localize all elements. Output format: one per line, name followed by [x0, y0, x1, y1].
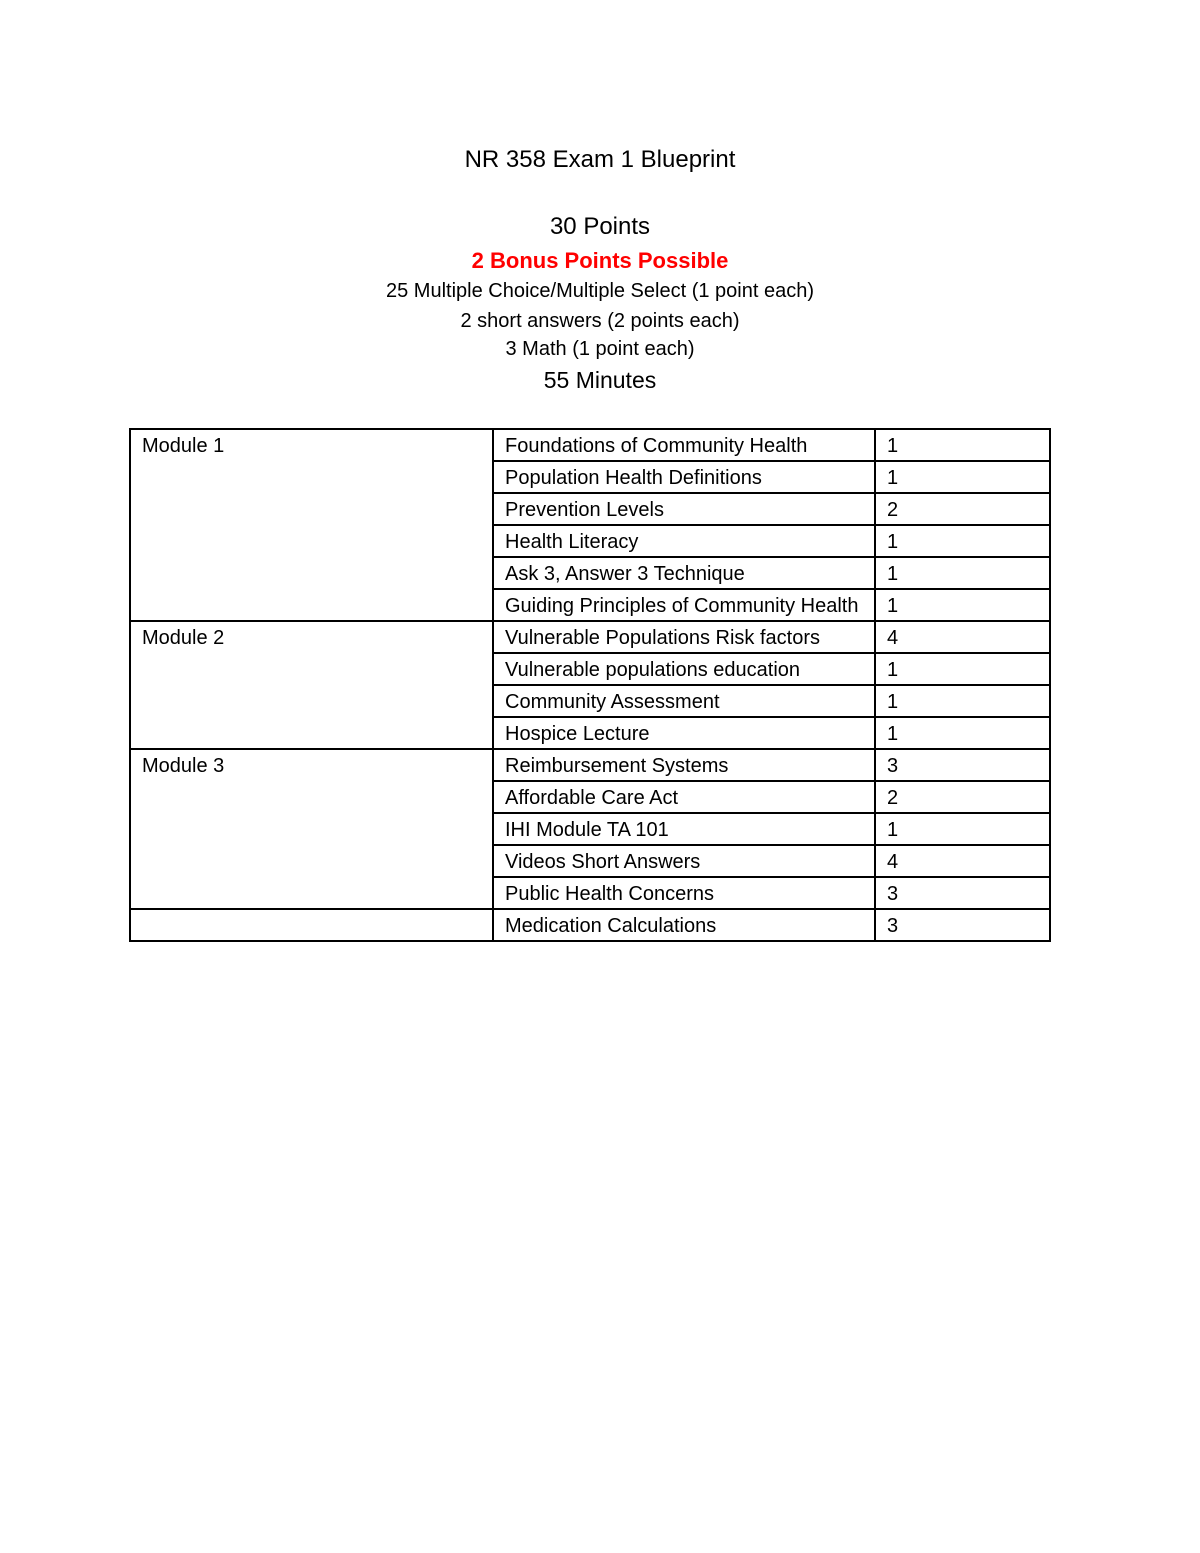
topic-cell: Affordable Care Act	[493, 781, 875, 813]
question-count-cell: 1	[875, 685, 1050, 717]
topic-cell: Ask 3, Answer 3 Technique	[493, 557, 875, 589]
question-count-cell: 4	[875, 621, 1050, 653]
question-count-cell: 1	[875, 717, 1050, 749]
question-count-cell: 1	[875, 589, 1050, 621]
topic-cell: Public Health Concerns	[493, 877, 875, 909]
short-answers-info: 2 short answers (2 points each)	[460, 310, 740, 332]
exam-duration: 55 Minutes	[543, 367, 657, 393]
question-count-cell: 1	[875, 557, 1050, 589]
topic-cell: IHI Module TA 101	[493, 813, 875, 845]
topic-cell: Reimbursement Systems	[493, 749, 875, 781]
table-row	[130, 429, 1050, 461]
topic-cell: Community Assessment	[493, 685, 875, 717]
topic-cell: Health Literacy	[493, 525, 875, 557]
question-count-cell: 2	[875, 781, 1050, 813]
question-count-cell: 4	[875, 845, 1050, 877]
topic-cell: Medication Calculations	[493, 909, 875, 941]
module-cell: Module 3	[130, 749, 493, 909]
topic-cell: Videos Short Answers	[493, 845, 875, 877]
module-cell	[130, 909, 493, 941]
topic-cell: Population Health Definitions	[493, 461, 875, 493]
module-cell: Module 1	[130, 429, 493, 621]
math-info: 3 Math (1 point each)	[505, 338, 695, 360]
table-row	[130, 909, 1050, 941]
table-row	[130, 621, 1050, 653]
topic-cell: Prevention Levels	[493, 493, 875, 525]
document-title: NR 358 Exam 1 Blueprint	[464, 146, 736, 173]
blueprint-table-body	[130, 429, 1050, 941]
question-count-cell: 3	[875, 877, 1050, 909]
topic-cell: Guiding Principles of Community Health	[493, 589, 875, 621]
question-count-cell: 2	[875, 493, 1050, 525]
question-count-cell: 1	[875, 653, 1050, 685]
topic-cell: Hospice Lecture	[493, 717, 875, 749]
module-cell: Module 2	[130, 621, 493, 749]
blueprint-table	[129, 428, 1051, 942]
table-row	[130, 749, 1050, 781]
multiple-choice-info: 25 Multiple Choice/Multiple Select (1 point each)	[386, 280, 814, 302]
topic-cell: Vulnerable populations education	[493, 653, 875, 685]
topic-cell: Foundations of Community Health	[493, 429, 875, 461]
total-points: 30 Points	[549, 213, 651, 240]
question-count-cell: 1	[875, 429, 1050, 461]
question-count-cell: 1	[875, 813, 1050, 845]
question-count-cell: 1	[875, 461, 1050, 493]
question-count-cell: 1	[875, 525, 1050, 557]
question-count-cell: 3	[875, 749, 1050, 781]
topic-cell: Vulnerable Populations Risk factors	[493, 621, 875, 653]
question-count-cell: 3	[875, 909, 1050, 941]
bonus-points: 2 Bonus Points Possible	[471, 248, 729, 273]
